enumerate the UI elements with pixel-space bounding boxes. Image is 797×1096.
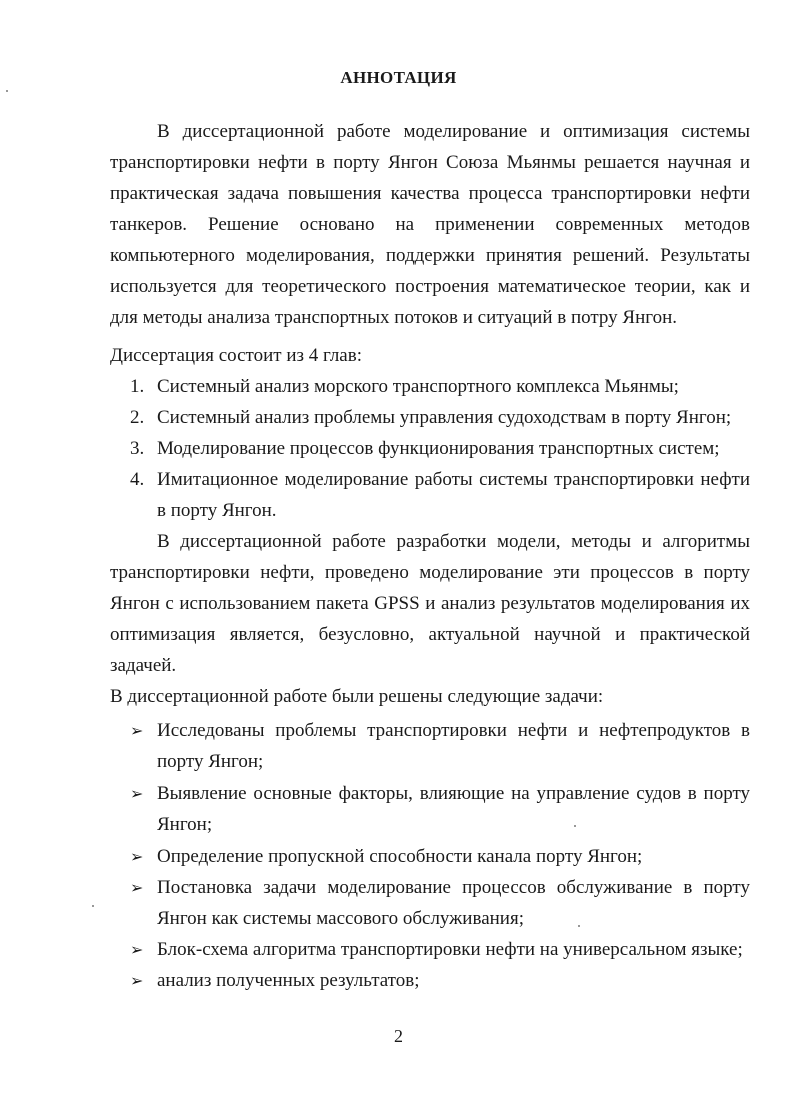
tasks-intro: В диссертационной работе были решены следующие задачи: <box>110 686 604 707</box>
arrow-bullet-icon: ➢ <box>130 721 144 740</box>
chapter-text: Имитационное моделирование работы системы транспортировки нефти в порту Янгон. <box>157 469 750 521</box>
arrow-bullet-icon: ➢ <box>130 971 144 990</box>
arrow-bullet-icon: ➢ <box>130 940 144 959</box>
chapter-text: Моделирование процессов функционирования транспортных систем; <box>157 438 720 459</box>
task-item <box>130 715 750 777</box>
chapter-text: Системный анализ проблемы управления судоходствам в порту Янгон; <box>157 407 732 428</box>
intro-paragraph: В диссертационной работе моделирование и оптимизация системы транспортировки нефти в порту Янгон Союза Мьянмы решается научная и практическая задача повышения качества процесса транспортировки нефти танкеров. Решение основано на применении современных методов компьютерного моделирования, поддержки принятия решений. Результаты используется для теоретического построения математическое теории, как и для методы анализа транспортных потоков и ситуаций в потру Янгон. <box>110 121 750 328</box>
chapter-item <box>130 464 750 526</box>
scan-speck <box>578 925 580 927</box>
scan-speck <box>574 825 576 827</box>
task-item <box>130 841 750 872</box>
task-text: Постановка задачи моделирование процессов обслуживание в порту Янгон как системы массового обслуживания; <box>157 877 750 929</box>
arrow-bullet-icon: ➢ <box>130 784 144 803</box>
chapter-number: 2. <box>130 407 145 428</box>
chapters-intro: Диссертация состоит из 4 глав: <box>110 345 362 366</box>
chapter-item <box>130 402 750 433</box>
page-number: 2 <box>394 1026 403 1046</box>
arrow-bullet-icon: ➢ <box>130 878 144 897</box>
task-text: Определение пропускной способности канала порту Янгон; <box>157 846 643 867</box>
task-item <box>130 872 750 934</box>
chapter-number: 3. <box>130 438 145 459</box>
task-text: Выявление основные факторы, влияющие на управление судов в порту Янгон; <box>157 783 750 835</box>
chapter-number: 1. <box>130 376 145 397</box>
task-item <box>130 934 750 965</box>
chapter-text: Системный анализ морского транспортного комплекса Мьянмы; <box>157 376 679 397</box>
results-paragraph: В диссертационной работе разработки модели, методы и алгоритмы транспортировки нефти, проведено моделирование эти процессов в порту Янгон с использованием пакета GPSS и анализ результатов моделирования их оптимизация является, безусловно, актуальной научной и практической задачей. <box>110 531 750 676</box>
scan-speck <box>6 90 8 92</box>
page-title: АННОТАЦИЯ <box>340 68 457 87</box>
scan-speck <box>92 905 94 907</box>
task-text: анализ полученных результатов; <box>157 970 420 991</box>
task-item <box>130 778 750 840</box>
arrow-bullet-icon: ➢ <box>130 847 144 866</box>
chapter-number: 4. <box>130 469 145 490</box>
chapter-item <box>130 433 750 464</box>
task-text: Блок-схема алгоритма транспортировки нефти на универсальном языке; <box>157 939 743 960</box>
task-text: Исследованы проблемы транспортировки нефти и нефтепродуктов в порту Янгон; <box>157 720 750 772</box>
task-item <box>130 965 750 996</box>
chapter-item <box>130 371 750 402</box>
